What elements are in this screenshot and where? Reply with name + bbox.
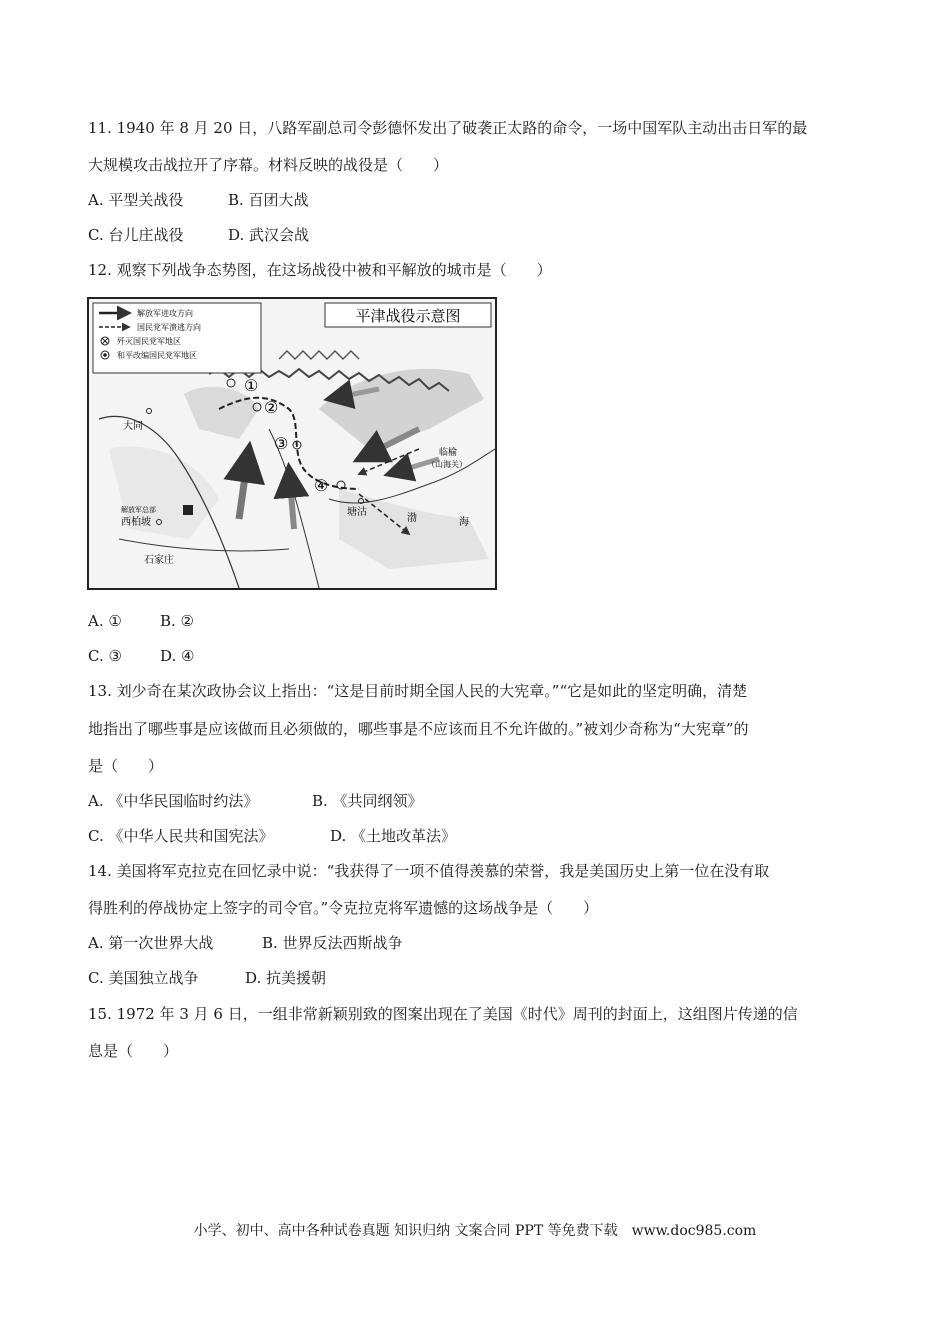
legend-attack: 解放军进攻方向 [137,309,193,318]
q11-option-b: B. 百团大战 [228,191,309,209]
q12-option-a: A. ① [88,612,122,630]
q15-stem-line2: 息是（ ） [88,1042,179,1060]
label-linyu: 临榆 [439,448,458,458]
legend-peaceful: 和平改编国民党军地区 [117,351,197,360]
q13-option-c: C. 《中华人民共和国宪法》 [88,827,274,845]
legend-retreat: 国民党军溃逃方向 [137,323,201,332]
label-hq-note: 解放军总部 [121,506,156,514]
q11-option-c: C. 台儿庄战役 [88,226,184,244]
q14-option-c: C. 美国独立战争 [88,969,199,987]
q13-option-a: A. 《中华民国临时约法》 [88,792,259,810]
q12-option-c: C. ③ [88,647,122,665]
q12-option-d: D. ④ [160,647,195,665]
map-title: 平津战役示意图 [355,307,461,325]
q14-option-a: A. 第一次世界大战 [88,934,214,952]
map-drawing [89,299,495,588]
marker-2: ② [264,398,279,417]
q15-stem-line1: 15. 1972 年 3 月 6 日，一组非常新颖别致的图案出现在了美国《时代》周刊的封面上，这组图片传递的信 [88,1005,798,1023]
pingjin-campaign-map [87,297,497,590]
q11-option-a: A. 平型关战役 [88,191,184,209]
label-datong: 大同 [123,421,143,432]
label-hai: 海 [459,517,469,528]
q14-option-b: B. 世界反法西斯战争 [262,934,403,952]
q13-stem-line2: 地指出了哪些事是应该做而且必须做的，哪些事是不应该而且不允许做的。”被刘少奇称为“大宪章”的 [88,720,749,738]
page-footer[interactable]: 小学、初中、高中各种试卷真题 知识归纳 文案合同 PPT 等免费下载 www.doc985.com [193,1223,757,1239]
q13-option-d: D. 《土地改革法》 [330,827,457,845]
q14-stem-line1: 14. 美国将军克拉克在回忆录中说：“我获得了一项不值得羡慕的荣誉，我是美国历史上第一位在没有取 [88,862,770,880]
q13-stem-line3: 是（ ） [88,757,164,775]
marker-1: ① [244,376,259,395]
legend-annihilated: 歼灭国民党军地区 [117,337,181,346]
q12-option-b: B. ② [160,612,195,630]
q11-option-d: D. 武汉会战 [228,226,310,244]
label-shanhaiguan: （山海关） [427,460,467,469]
q13-stem-line1: 13. 刘少奇在某次政协会议上指出：“这是目前时期全国人民的大宪章。”“它是如此的坚定明确，清楚 [88,682,748,700]
label-shijiazhuang: 石家庄 [144,555,174,566]
q11-stem-line1: 11. 1940 年 8 月 20 日，八路军副总司令彭德怀发出了破袭正太路的命令，一场中国军队主动出击日军的最 [88,119,808,137]
q14-option-d: D. 抗美援朝 [245,969,327,987]
q11-stem-line2: 大规模攻击战拉开了序幕。材料反映的战役是（ ） [88,156,449,174]
label-xibaipo: 西柏坡 [121,517,151,528]
q13-option-b: B. 《共同纲领》 [312,792,423,810]
marker-4: ④ [314,476,329,495]
q12-stem: 12. 观察下列战争态势图，在这场战役中被和平解放的城市是（ ） [88,261,552,279]
q14-stem-line2: 得胜利的停战协定上签字的司令官。”令克拉克将军遗憾的这场战争是（ ） [88,899,599,917]
label-tanggu: 塘沽 [347,507,367,518]
marker-3: ③ [274,434,289,453]
label-bo: 渤 [407,513,417,524]
